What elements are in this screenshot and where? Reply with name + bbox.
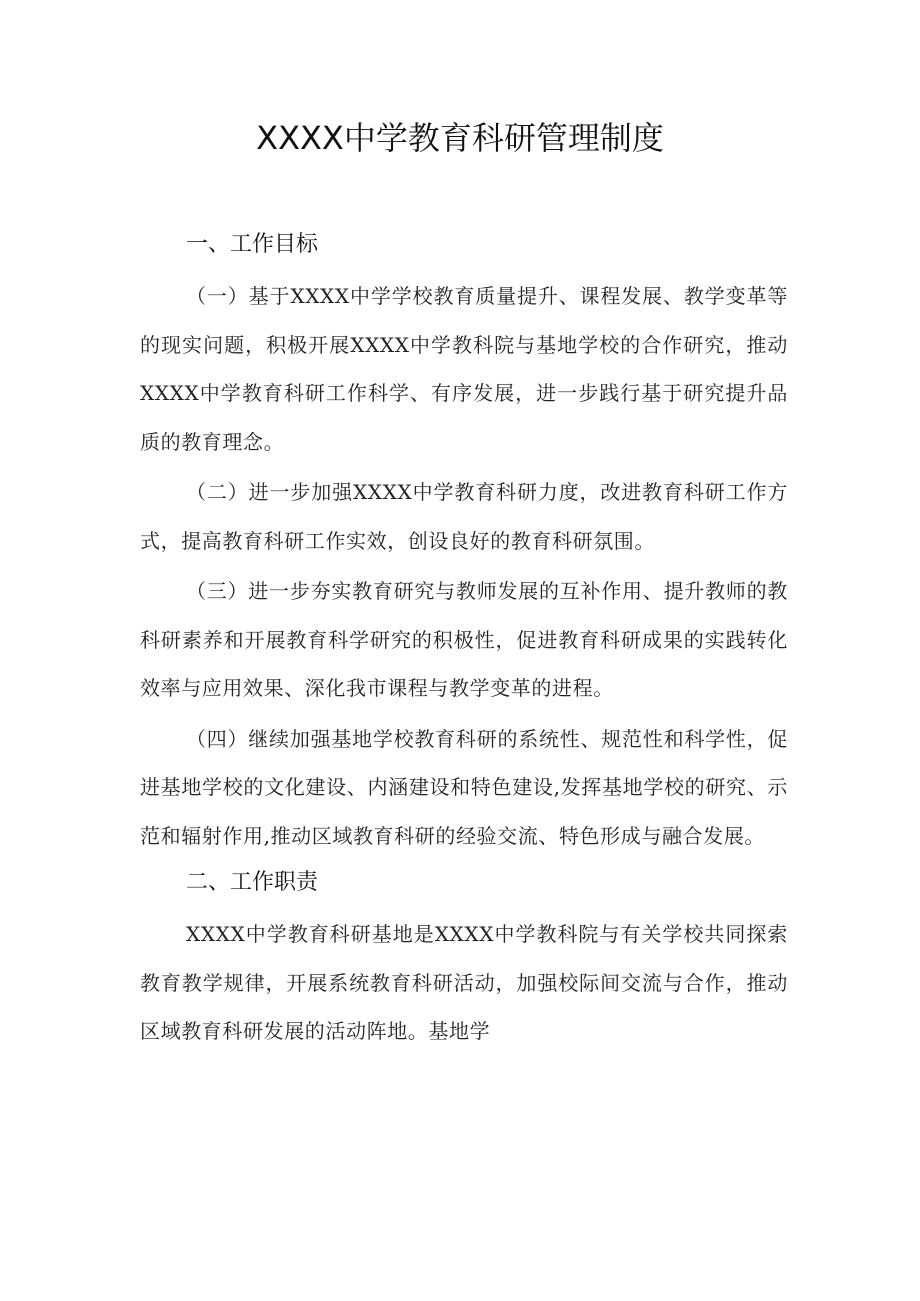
section-heading-work-goals: 一、工作目标 [186,232,319,257]
paragraph-duties-1: XXXX中学教育科研基地是XXXX中学教科院与有关学校共同探索教育教学规律，开展系统教育科研活动，加强校际间交流与合作，推动区域教育科研发展的活动阵地。基地学 [140,922,788,1043]
document-body [140,222,788,1056]
paragraph-goal-3: （三）进一步夯实教育研究与教师发展的互补作用、提升教师的教科研素养和开展教育科学研究的积极性，促进教育科研成果的实践转化效率与应用效果、深化我市课程与教学变革的进程。 [140,579,788,700]
paragraph-goal-2: （二）进一步加强XXXX中学教育科研力度，改进教育科研工作方式，提高教育科研工作实效，创设良好的教育科研氛围。 [140,480,788,553]
paragraph-goal-4: （四）继续加强基地学校教育科研的系统性、规范性和科学性，促进基地学校的文化建设、内涵建设和特色建设,发挥基地学校的研究、示范和辐射作用,推动区域教育科研的经验交流、特色形成与融合发展。 [140,726,788,848]
section-heading-work-duties: 二、工作职责 [186,870,319,895]
document-title: XXXX中学教育科研管理制度 [256,119,664,157]
paragraph-goal-1: （一）基于XXXX中学学校教育质量提升、课程发展、教学变革等的现实问题，积极开展XXXX中学教科院与基地学校的合作研究，推动XXXX中学教育科研工作科学、有序发展，进一步践行基于研究提升品质的教育理念。 [140,284,788,454]
